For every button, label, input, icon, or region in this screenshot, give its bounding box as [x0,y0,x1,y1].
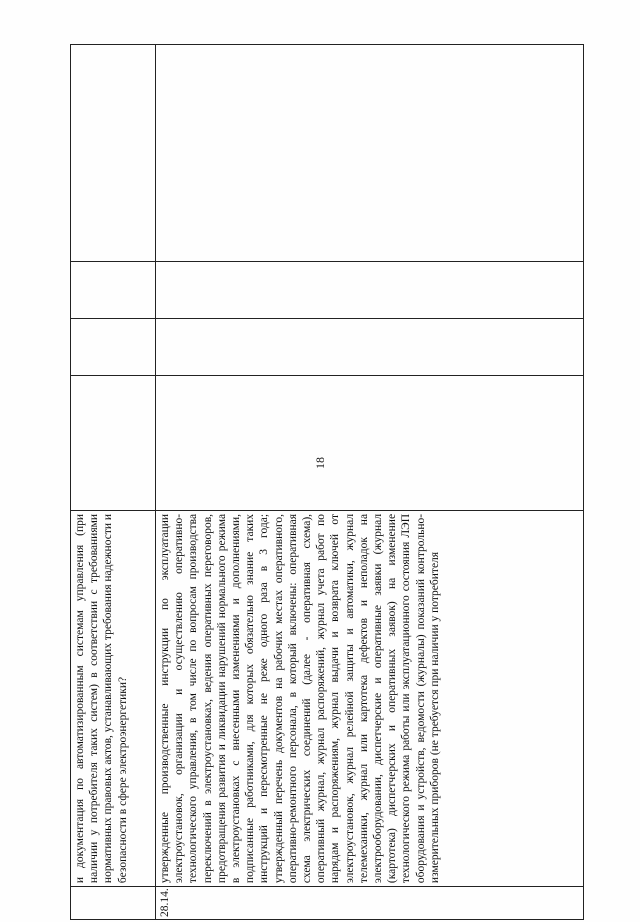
checklist-table [70,44,584,920]
row-number-cell [156,886,583,919]
requirement-text-cell [71,510,155,886]
empty-cell [71,318,155,375]
table-row [71,45,156,919]
row-number: 28.14. [159,888,171,917]
requirement-text: и документация по автоматизированным системам управления (при наличии у потребителя таких систем) в соответствии с требованиями нормативных правовых актов, устанавливающих требования надежности и безопасности в сфере электроэнергетики? [74,513,129,884]
empty-cell [71,262,155,319]
requirement-text-cell [156,510,583,886]
page-number: 18 [313,457,327,469]
empty-cell [156,262,583,319]
table-row [156,45,583,919]
checklist-table-container [70,44,584,920]
empty-cell [71,375,155,510]
empty-cell [156,375,583,510]
row-number [71,887,75,919]
empty-cell [156,318,583,375]
requirement-text: утвержденные производственные инструкции по эксплуатации электроустановок, организации и осуществлению оперативно-технологического управления, в том числе по вопросам производства переключений в электроустановках, ведения оперативных переговоров, предотвращения развития и ликвидации нарушений нормального режима в электроустановках с внесенными изменениями и дополнениями, подписанные работниками, для которых обязательно знание таких инструкций и пересмотренные не реже одного раза в 3 года; утвержденный перечень документов на рабочих местах оперативного, оперативно-ремонтного персонала, в который включены: оперативная схема электрических соединений (далее - оперативная схема), оперативный журнал, журнал распоряжений, журнал учета работ по нарядам и распоряжениям, журнал выдачи и возврата ключей от электроустановок, журнал релейной защиты и автоматики, журнал телемеханики, журнал или картотека дефектов и неполадок на электрооборудовании, диспетчерские и оперативные заявки (журнал (картотека) диспетчерских и оперативных заявок) на изменение технологического режима работы или эксплуатационного состояния ЛЭП оборудования и устройств, ведомости (журналы) показаний контрольно-измерительных приборов (не требуется при наличии у потребителя [159,513,441,884]
empty-cell [156,45,583,262]
row-number-cell [71,886,155,919]
empty-cell [71,45,155,262]
